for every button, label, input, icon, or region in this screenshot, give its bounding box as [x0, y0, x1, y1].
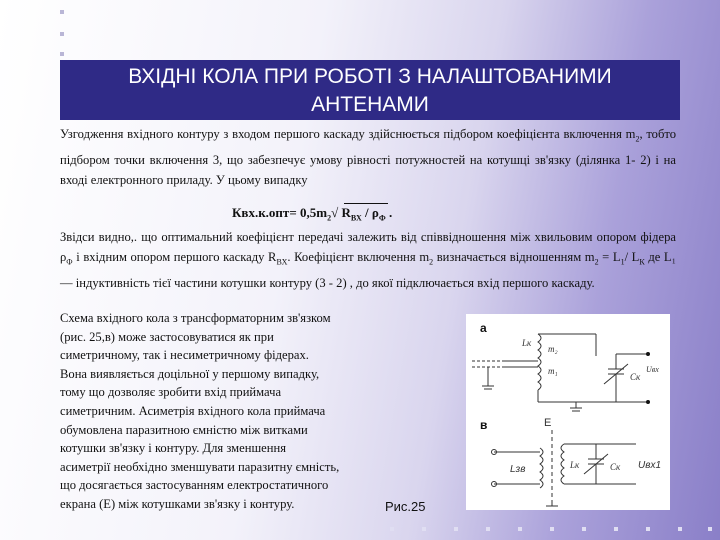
svg-text:Cк: Cк	[610, 462, 621, 472]
circuit-diagrams	[466, 314, 670, 510]
svg-text:m₂: m₂	[548, 344, 558, 354]
svg-text:Lк: Lк	[522, 338, 532, 348]
title-line-1: ВХІДНІ КОЛА ПРИ РОБОТІ З НАЛАШТОВАНИМИ	[128, 65, 612, 88]
svg-text:m₁: m₁	[548, 366, 558, 376]
title-line-2: АНТЕНАМИ	[311, 93, 429, 116]
svg-text:Lзв: Lзв	[510, 464, 526, 475]
decorative-dots-bottom	[388, 527, 718, 533]
decorative-dots-left	[60, 8, 70, 68]
label-v: в	[480, 418, 488, 432]
label-a: а	[480, 321, 487, 335]
figure-caption: Рис.25	[385, 499, 426, 514]
slide-title	[60, 60, 680, 120]
circuit-figure	[466, 314, 670, 510]
paragraph-1: Узгодження вхідного контуру з входом першого каскаду здійснюється підбором коефіцієнта включення $m_2$, тобто підбором точки включення 3, що забезпечує умову рівності потужностей на котушці зв'язку (ділянка 1- 2) і на вході електронного приладу. У цьому випадку	[60, 127, 676, 187]
svg-text:Cк: Cк	[630, 372, 641, 382]
svg-text:Uвх: Uвх	[646, 365, 659, 374]
transformer-coupling-text: Схема вхідного кола з трансформаторним зв'язком (рис. 25,в) може застосовуватися як при симетричному, так і несиметричному фідерах. Вона виявляється доцільної у першому випадку, тому що дозволяє зробити вхід приймача симетричним. Асиметрія вхідного кола приймача обумовлена паразитною ємністю між витками котушки зв'язку і контуру. Для зменшення асиметрії необхідно зменшувати паразитну ємність, що досягається застосуванням електростатичного екрана (Е) між котушками зв'язку і контуру.	[60, 311, 340, 511]
svg-text:Lк: Lк	[570, 460, 580, 470]
formula: $Квх.к.опт= 0,5m_2√$ $R_{ВХ} / \rho_Ф$ .	[232, 205, 393, 223]
paragraph-2: Звідси видно,. що оптимальний коефіцієнт передачі залежить від співвідношення між хвильовим опором фідера $\rho_Ф$ і вхідним опором першого каскаду $R_{ВХ}$. Коефіцієнт включення $m_2$ визначається відношенням $m_2 = L_1/$ $L_К$ де L₁ — індуктивність тієї частини котушки контуру (3 - 2) , до якої підключається вхід першого каскаду.	[60, 230, 676, 290]
label-e: Е	[544, 417, 552, 429]
svg-text:Uвх1: Uвх1	[638, 460, 662, 471]
sqrt-bar	[344, 203, 388, 204]
